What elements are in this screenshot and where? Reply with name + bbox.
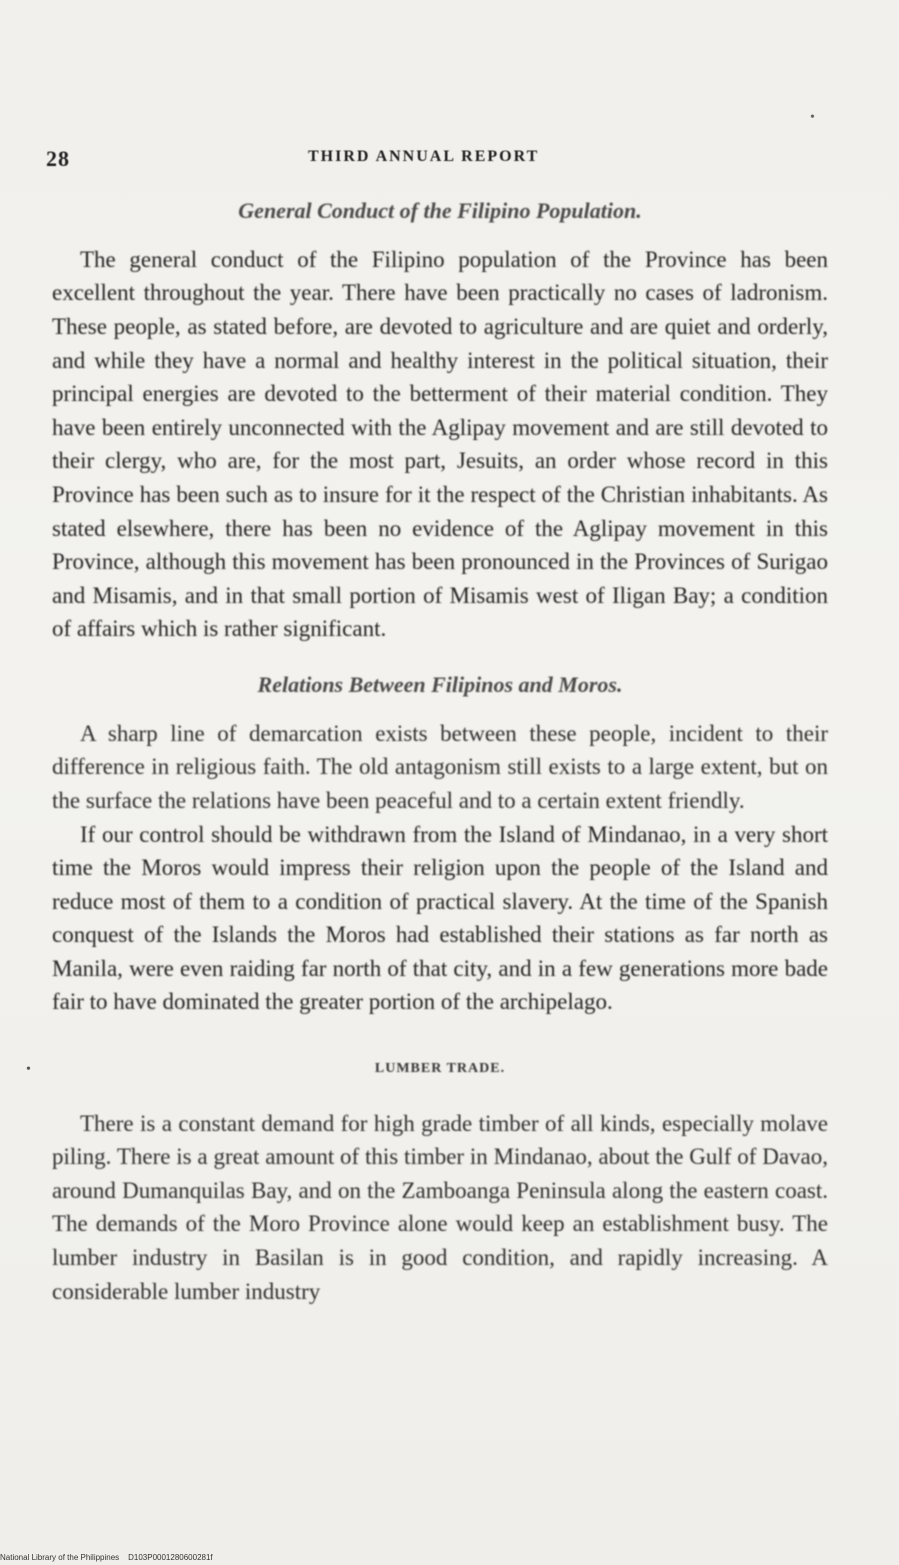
body-paragraph: A sharp line of demarcation exists between these people, incident to their difference in religious faith. The old antagonism still exists to a large extent, but on the surface the relations have been peaceful and to a certain extent friendly.: [52, 720, 828, 813]
page-number: 28: [46, 146, 70, 171]
section-relations: [52, 670, 828, 1019]
archive-footer: [0, 1553, 213, 1562]
section-title: Relations Between Filipinos and Moros.: [257, 671, 623, 697]
section-title: LUMBER TRADE.: [374, 1061, 506, 1077]
footer-id: D103P0001280600281f: [128, 1553, 213, 1562]
section-title: General Conduct of the Filipino Population.: [238, 198, 642, 223]
page-header: [46, 146, 826, 176]
section-general-conduct: [52, 196, 828, 646]
page-mark: •: [810, 110, 815, 125]
body-paragraph: The general conduct of the Filipino population of the Province has been excellent throughout the year. There have been practically no cases of ladronism. These people, as stated before, are devoted to agriculture and are quiet and orderly, and while they have a normal and healthy interest in the political situation, their principal energies are devoted to the betterment of their material condition. They have been entirely unconnected with the Aglipay movement and are still devoted to their clergy, who are, for the most part, Jesuits, an order whose record in this Province has been such as to insure for it the respect of the Christian inhabitants. As stated elsewhere, there has been no evidence of the Aglipay movement in this Province, although this movement has been pronounced in the Provinces of Surigao and Misamis, and in that small portion of Misamis west of Iligan Bay; a condition of affairs which is rather significant.: [52, 246, 828, 642]
section-lumber-trade: [52, 1059, 828, 1308]
body-paragraph: There is a constant demand for high grade timber of all kinds, especially molave piling. There is a great amount of this timber in Mindanao, about the Gulf of Davao, around Dumanquilas Bay, and on the Zamboanga Peninsula along the eastern coast. The demands of the Moro Province alone would keep an establishment busy. The lumber industry in Basilan is in good condition, and rapidly increasing. A considerable lumber industry: [52, 1110, 828, 1304]
side-mark: •: [26, 1062, 31, 1077]
footer-source: National Library of the Philippines: [0, 1553, 120, 1562]
body-paragraph: If our control should be withdrawn from the Island of Mindanao, in a very short time the Moros would impress their religion upon the people of the Island and reduce most of them to a condition of practical slavery. At the time of the Spanish conquest of the Islands the Moros had established their stations as far north as Manila, were even raiding far north of that city, and in a few generations more bade fair to have dominated the greater portion of the archipelago.: [52, 821, 828, 1015]
document-body: [52, 196, 828, 1308]
running-head: THIRD ANNUAL REPORT: [308, 148, 540, 165]
